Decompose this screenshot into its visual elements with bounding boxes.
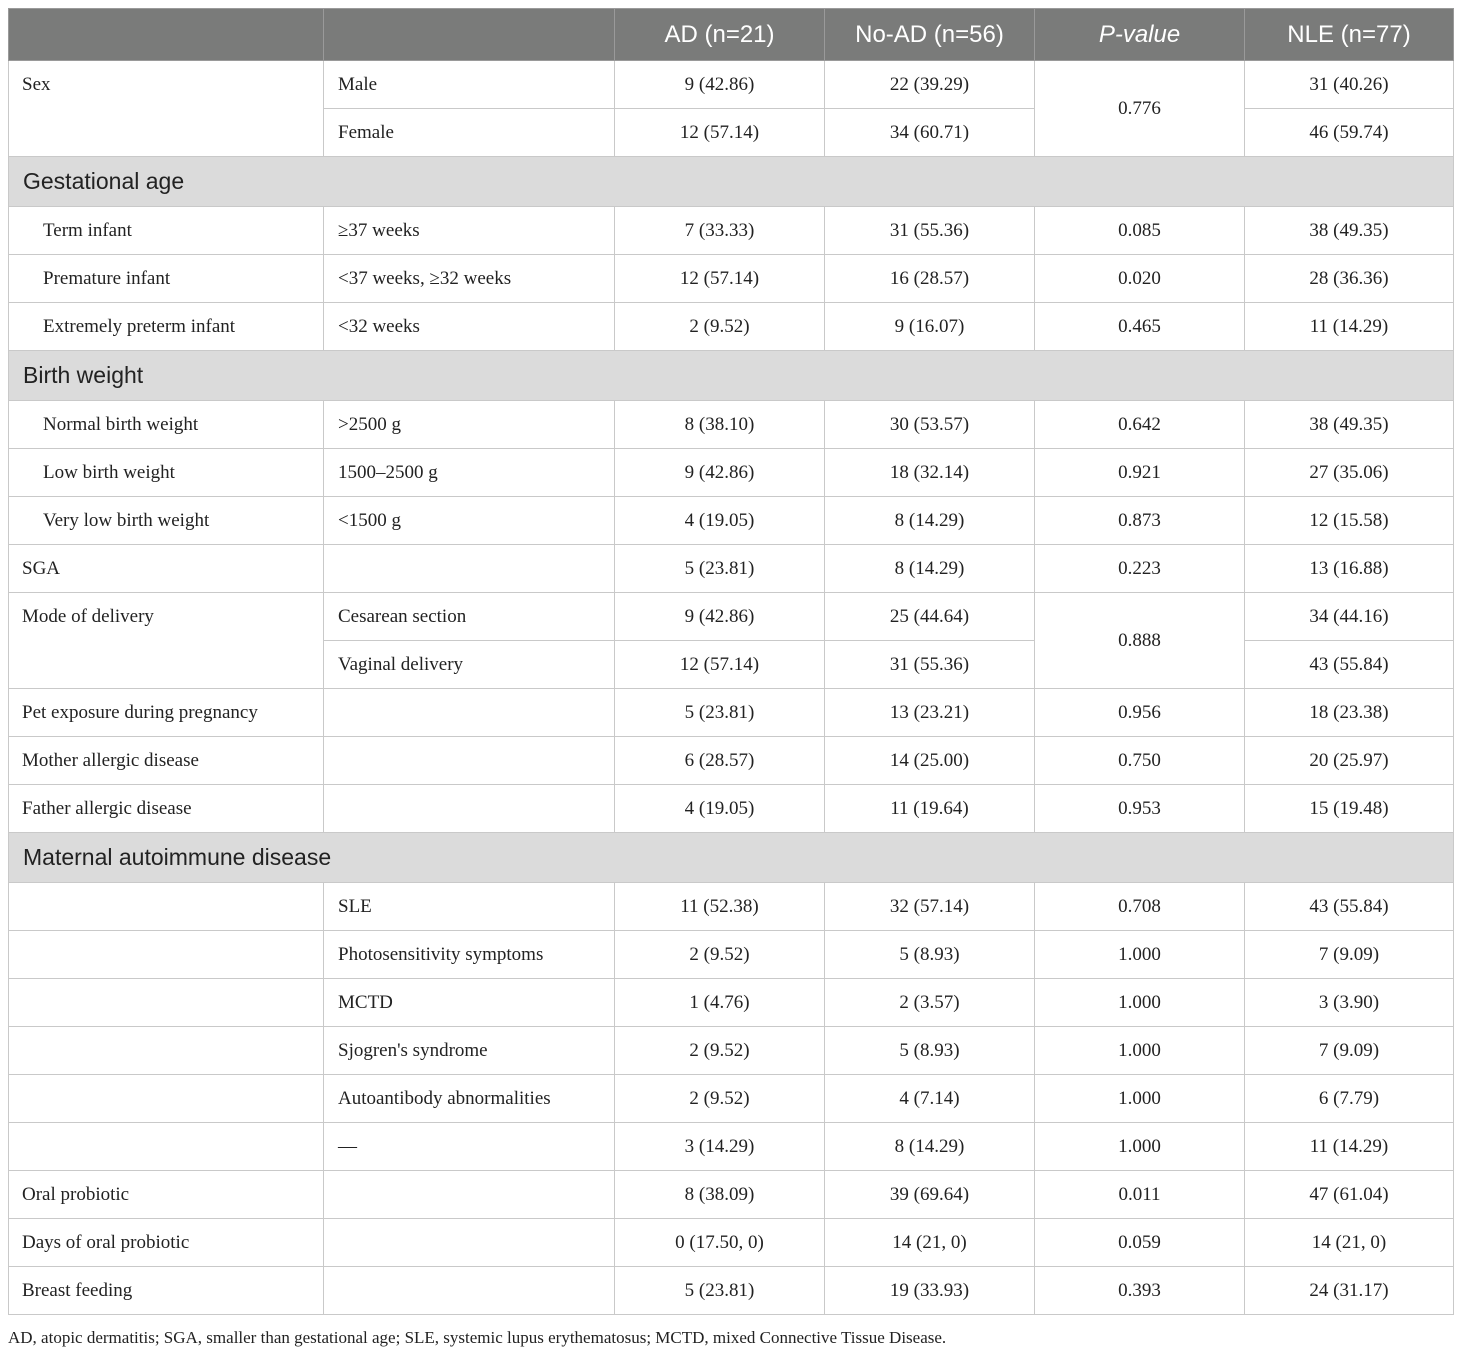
p-value: 1.000 xyxy=(1035,1075,1245,1123)
row-category: Female xyxy=(324,109,615,157)
row-label: Sex xyxy=(9,61,324,157)
table-row xyxy=(9,61,1454,109)
header-nle: NLE (n=77) xyxy=(1245,9,1454,61)
data-table xyxy=(8,8,1454,1315)
table-row xyxy=(9,593,1454,641)
p-value: 1.000 xyxy=(1035,931,1245,979)
p-value: 0.921 xyxy=(1035,449,1245,497)
row-category: Vaginal delivery xyxy=(324,641,615,689)
section-title: Birth weight xyxy=(9,351,1454,401)
no-ad-value: 31 (55.36) xyxy=(825,207,1035,255)
row-category: ≥37 weeks xyxy=(324,207,615,255)
row-label: Breast feeding xyxy=(9,1267,324,1315)
row-label: Extremely preterm infant xyxy=(9,303,324,351)
ad-value: 11 (52.38) xyxy=(615,883,825,931)
row-label: Mode of delivery xyxy=(9,593,324,689)
no-ad-value: 5 (8.93) xyxy=(825,931,1035,979)
no-ad-value: 8 (14.29) xyxy=(825,1123,1035,1171)
row-label: Very low birth weight xyxy=(9,497,324,545)
row-label xyxy=(9,979,324,1027)
p-value: 0.953 xyxy=(1035,785,1245,833)
nle-value: 13 (16.88) xyxy=(1245,545,1454,593)
row-label: Term infant xyxy=(9,207,324,255)
ad-value: 9 (42.86) xyxy=(615,61,825,109)
row-label xyxy=(9,883,324,931)
ad-value: 1 (4.76) xyxy=(615,979,825,1027)
no-ad-value: 2 (3.57) xyxy=(825,979,1035,1027)
p-value: 0.708 xyxy=(1035,883,1245,931)
table-row xyxy=(9,255,1454,303)
header-no-ad: No-AD (n=56) xyxy=(825,9,1035,61)
no-ad-value: 5 (8.93) xyxy=(825,1027,1035,1075)
p-value: 0.011 xyxy=(1035,1171,1245,1219)
ad-value: 5 (23.81) xyxy=(615,1267,825,1315)
header-row xyxy=(9,9,1454,61)
row-category: Photosensitivity symptoms xyxy=(324,931,615,979)
no-ad-value: 22 (39.29) xyxy=(825,61,1035,109)
row-label: Days of oral probiotic xyxy=(9,1219,324,1267)
nle-value: 7 (9.09) xyxy=(1245,931,1454,979)
ad-value: 8 (38.09) xyxy=(615,1171,825,1219)
table-row xyxy=(9,689,1454,737)
ad-value: 5 (23.81) xyxy=(615,689,825,737)
no-ad-value: 32 (57.14) xyxy=(825,883,1035,931)
ad-value: 2 (9.52) xyxy=(615,1075,825,1123)
header-ad: AD (n=21) xyxy=(615,9,825,61)
p-value: 0.059 xyxy=(1035,1219,1245,1267)
p-value: 0.873 xyxy=(1035,497,1245,545)
no-ad-value: 9 (16.07) xyxy=(825,303,1035,351)
row-category: MCTD xyxy=(324,979,615,1027)
no-ad-value: 13 (23.21) xyxy=(825,689,1035,737)
row-category: SLE xyxy=(324,883,615,931)
no-ad-value: 25 (44.64) xyxy=(825,593,1035,641)
row-category: — xyxy=(324,1123,615,1171)
no-ad-value: 14 (25.00) xyxy=(825,737,1035,785)
no-ad-value: 34 (60.71) xyxy=(825,109,1035,157)
nle-value: 34 (44.16) xyxy=(1245,593,1454,641)
header-empty-1 xyxy=(9,9,324,61)
ad-value: 4 (19.05) xyxy=(615,497,825,545)
ad-value: 7 (33.33) xyxy=(615,207,825,255)
row-category xyxy=(324,785,615,833)
row-label: Premature infant xyxy=(9,255,324,303)
row-label xyxy=(9,931,324,979)
p-value: 0.776 xyxy=(1035,61,1245,157)
p-value: 0.085 xyxy=(1035,207,1245,255)
ad-value: 2 (9.52) xyxy=(615,303,825,351)
row-label xyxy=(9,1123,324,1171)
table-row xyxy=(9,883,1454,931)
no-ad-value: 8 (14.29) xyxy=(825,497,1035,545)
no-ad-value: 30 (53.57) xyxy=(825,401,1035,449)
ad-value: 9 (42.86) xyxy=(615,593,825,641)
p-value: 1.000 xyxy=(1035,1027,1245,1075)
section-header-row xyxy=(9,351,1454,401)
section-header-row xyxy=(9,833,1454,883)
row-category: Autoantibody abnormalities xyxy=(324,1075,615,1123)
ad-value: 3 (14.29) xyxy=(615,1123,825,1171)
row-label: Oral probiotic xyxy=(9,1171,324,1219)
row-label: Mother allergic disease xyxy=(9,737,324,785)
nle-value: 15 (19.48) xyxy=(1245,785,1454,833)
table-row xyxy=(9,737,1454,785)
nle-value: 47 (61.04) xyxy=(1245,1171,1454,1219)
nle-value: 3 (3.90) xyxy=(1245,979,1454,1027)
nle-value: 20 (25.97) xyxy=(1245,737,1454,785)
no-ad-value: 18 (32.14) xyxy=(825,449,1035,497)
section-header-row xyxy=(9,157,1454,207)
row-category: Cesarean section xyxy=(324,593,615,641)
nle-value: 7 (9.09) xyxy=(1245,1027,1454,1075)
table-row xyxy=(9,979,1454,1027)
table-row xyxy=(9,497,1454,545)
nle-value: 27 (35.06) xyxy=(1245,449,1454,497)
p-value: 0.393 xyxy=(1035,1267,1245,1315)
header-empty-2 xyxy=(324,9,615,61)
row-label xyxy=(9,1075,324,1123)
row-label: Pet exposure during pregnancy xyxy=(9,689,324,737)
no-ad-value: 4 (7.14) xyxy=(825,1075,1035,1123)
row-label: SGA xyxy=(9,545,324,593)
row-category: 1500–2500 g xyxy=(324,449,615,497)
ad-value: 12 (57.14) xyxy=(615,109,825,157)
p-value: 0.020 xyxy=(1035,255,1245,303)
p-value: 0.888 xyxy=(1035,593,1245,689)
table-row xyxy=(9,1219,1454,1267)
row-category xyxy=(324,545,615,593)
nle-value: 6 (7.79) xyxy=(1245,1075,1454,1123)
table-row xyxy=(9,1075,1454,1123)
nle-value: 11 (14.29) xyxy=(1245,1123,1454,1171)
row-label: Normal birth weight xyxy=(9,401,324,449)
no-ad-value: 14 (21, 0) xyxy=(825,1219,1035,1267)
table-row xyxy=(9,401,1454,449)
p-value: 1.000 xyxy=(1035,979,1245,1027)
nle-value: 18 (23.38) xyxy=(1245,689,1454,737)
row-category: Male xyxy=(324,61,615,109)
no-ad-value: 39 (69.64) xyxy=(825,1171,1035,1219)
nle-value: 46 (59.74) xyxy=(1245,109,1454,157)
table-row xyxy=(9,785,1454,833)
row-label xyxy=(9,1027,324,1075)
p-value: 0.465 xyxy=(1035,303,1245,351)
table-row xyxy=(9,1123,1454,1171)
ad-value: 4 (19.05) xyxy=(615,785,825,833)
p-value: 1.000 xyxy=(1035,1123,1245,1171)
no-ad-value: 8 (14.29) xyxy=(825,545,1035,593)
table-row xyxy=(9,931,1454,979)
ad-value: 6 (28.57) xyxy=(615,737,825,785)
row-category xyxy=(324,1219,615,1267)
no-ad-value: 11 (19.64) xyxy=(825,785,1035,833)
nle-value: 12 (15.58) xyxy=(1245,497,1454,545)
table-row xyxy=(9,1027,1454,1075)
ad-value: 8 (38.10) xyxy=(615,401,825,449)
table-row xyxy=(9,545,1454,593)
ad-value: 2 (9.52) xyxy=(615,1027,825,1075)
row-category: <37 weeks, ≥32 weeks xyxy=(324,255,615,303)
ad-value: 9 (42.86) xyxy=(615,449,825,497)
nle-value: 38 (49.35) xyxy=(1245,401,1454,449)
row-category xyxy=(324,689,615,737)
section-title: Gestational age xyxy=(9,157,1454,207)
no-ad-value: 16 (28.57) xyxy=(825,255,1035,303)
table-row xyxy=(9,1267,1454,1315)
p-value: 0.956 xyxy=(1035,689,1245,737)
table-footnote: AD, atopic dermatitis; SGA, smaller than gestational age; SLE, systemic lupus erythematosus; MCTD, mixed Connective Tissue Disease. xyxy=(8,1328,947,1347)
ad-value: 5 (23.81) xyxy=(615,545,825,593)
no-ad-value: 31 (55.36) xyxy=(825,641,1035,689)
nle-value: 11 (14.29) xyxy=(1245,303,1454,351)
row-category xyxy=(324,737,615,785)
p-value: 0.223 xyxy=(1035,545,1245,593)
row-category: >2500 g xyxy=(324,401,615,449)
row-category: <1500 g xyxy=(324,497,615,545)
nle-value: 43 (55.84) xyxy=(1245,641,1454,689)
nle-value: 43 (55.84) xyxy=(1245,883,1454,931)
table-row xyxy=(9,207,1454,255)
row-category: <32 weeks xyxy=(324,303,615,351)
table-row xyxy=(9,1171,1454,1219)
row-category xyxy=(324,1171,615,1219)
nle-value: 24 (31.17) xyxy=(1245,1267,1454,1315)
row-label: Father allergic disease xyxy=(9,785,324,833)
nle-value: 31 (40.26) xyxy=(1245,61,1454,109)
table-row xyxy=(9,449,1454,497)
row-category: Sjogren's syndrome xyxy=(324,1027,615,1075)
no-ad-value: 19 (33.93) xyxy=(825,1267,1035,1315)
p-value: 0.642 xyxy=(1035,401,1245,449)
ad-value: 12 (57.14) xyxy=(615,255,825,303)
nle-value: 28 (36.36) xyxy=(1245,255,1454,303)
ad-value: 2 (9.52) xyxy=(615,931,825,979)
ad-value: 12 (57.14) xyxy=(615,641,825,689)
nle-value: 14 (21, 0) xyxy=(1245,1219,1454,1267)
header-p-value: P-value xyxy=(1035,9,1245,61)
table-row xyxy=(9,303,1454,351)
nle-value: 38 (49.35) xyxy=(1245,207,1454,255)
section-title: Maternal autoimmune disease xyxy=(9,833,1454,883)
p-value: 0.750 xyxy=(1035,737,1245,785)
row-category xyxy=(324,1267,615,1315)
ad-value: 0 (17.50, 0) xyxy=(615,1219,825,1267)
row-label: Low birth weight xyxy=(9,449,324,497)
